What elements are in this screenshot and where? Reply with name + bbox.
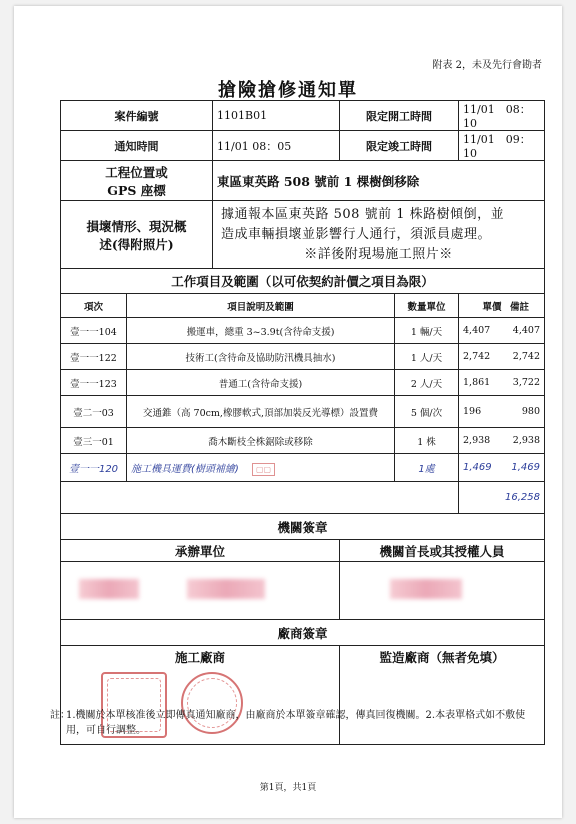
item-desc: 喬木斷枝全株鋸除或移除 xyxy=(127,428,395,454)
footnote xyxy=(50,708,536,738)
table-row xyxy=(61,428,545,454)
notice-form-table xyxy=(60,100,545,745)
vendor-sign-title: 廠商簽章 xyxy=(61,620,545,646)
item-no: 壹二一03 xyxy=(61,396,127,428)
item-desc: 技術工(含待命及協助防汛機具抽水) xyxy=(127,344,395,370)
notice-time-value: 11/01 08：05 xyxy=(213,131,340,161)
item-desc: 普通工(含待命支援) xyxy=(127,370,395,396)
col-header-qty: 數量單位 xyxy=(395,294,459,318)
start-time-label: 限定開工時間 xyxy=(340,101,459,131)
item-no: 壹一一123 xyxy=(61,370,127,396)
table-row xyxy=(61,318,545,344)
agency-sign-title: 機關簽章 xyxy=(61,514,545,540)
page-number: 第1頁，共1頁 xyxy=(259,783,317,793)
item-qty: 1 輛/天 xyxy=(395,318,459,344)
handwritten-row xyxy=(61,454,545,482)
footnote-label: 註： xyxy=(50,710,70,721)
damage-label: 損壞情形、現況概 述(得附照片) xyxy=(61,201,213,269)
item-price-note: 4,407 4,407 xyxy=(459,318,545,344)
notice-time-label: 通知時間 xyxy=(61,131,213,161)
supervisor-label: 監造廠商（無者免填） xyxy=(379,650,505,665)
finish-time-label: 限定竣工時間 xyxy=(340,131,459,161)
item-qty: 1 人/天 xyxy=(395,344,459,370)
attachment-label: 附表 2，未及先行會勘者 xyxy=(432,60,542,71)
case-no-value: 1101B01 xyxy=(213,101,340,131)
table-row xyxy=(61,396,545,428)
col-header-note: 單價 備註 xyxy=(459,294,545,318)
item-qty: 5 個/次 xyxy=(395,396,459,428)
agency-head-label: 機關首長或其授權人員 xyxy=(340,540,545,562)
table-row xyxy=(61,344,545,370)
start-time-value: 11/01 08：10 xyxy=(459,101,545,131)
handwritten-qty: 1處 xyxy=(395,454,459,482)
item-price-note: 1,861 3,722 xyxy=(459,370,545,396)
redacted-signature-icon xyxy=(187,579,265,599)
finish-time-value: 11/01 09：10 xyxy=(459,131,545,161)
contractor-label: 施工廠商 xyxy=(174,650,225,665)
item-price-note: 196 980 xyxy=(459,396,545,428)
agency-head-signature xyxy=(340,562,545,620)
handwritten-price-note: 1,469 1,469 xyxy=(459,454,545,482)
redacted-signature-icon xyxy=(390,579,462,599)
item-no: 壹一一122 xyxy=(61,344,127,370)
item-desc: 交通錐（高 70cm,橡膠軟式,頂部加裝反光導標）設置費 xyxy=(127,396,395,428)
table-row xyxy=(61,370,545,396)
location-value: 東區東英路 508 號前 1 棵樹倒移除 xyxy=(213,161,545,201)
item-price-note: 2,742 2,742 xyxy=(459,344,545,370)
item-qty: 2 人/天 xyxy=(395,370,459,396)
handwritten-total: 16,258 xyxy=(459,482,545,514)
col-header-desc: 項目說明及範圍 xyxy=(127,294,395,318)
redacted-signature-icon xyxy=(79,579,139,599)
item-price-note: 2,938 2,938 xyxy=(459,428,545,454)
handwritten-desc: 施工機具運費(樹頭補繪) ▢▢ xyxy=(127,454,395,482)
small-stamp-icon: ▢▢ xyxy=(252,463,275,476)
handwritten-no: 壹一一120 xyxy=(61,454,127,482)
col-header-no: 項次 xyxy=(61,294,127,318)
case-no-label: 案件編號 xyxy=(61,101,213,131)
damage-description: 據通報本區東英路 508 號前 1 株路樹傾倒，並 造成車輛損壞並影響行人通行，須派員處理。 ※詳後附現場施工照片※ xyxy=(213,201,545,269)
footnote-text: 1.機關於本單核准後立即傳真通知廠商，由廠商於本單簽章確認，傳真回復機關。2.本表單格式如不敷使用，可自行調整。 xyxy=(66,710,526,736)
item-no: 壹一一104 xyxy=(61,318,127,344)
agency-unit-signature xyxy=(61,562,340,620)
location-label: 工程位置或 GPS 座標 xyxy=(61,161,213,201)
work-section-title: 工作項目及範圍（以可依契約計價之項目為限） xyxy=(61,269,545,294)
item-qty: 1 株 xyxy=(395,428,459,454)
item-desc: 搬運車，總重 3~3.9t(含待命支援) xyxy=(127,318,395,344)
agency-unit-label: 承辦單位 xyxy=(61,540,340,562)
item-no: 壹三一01 xyxy=(61,428,127,454)
document-page xyxy=(14,6,562,818)
page-title: 搶險搶修通知單 xyxy=(218,80,358,101)
